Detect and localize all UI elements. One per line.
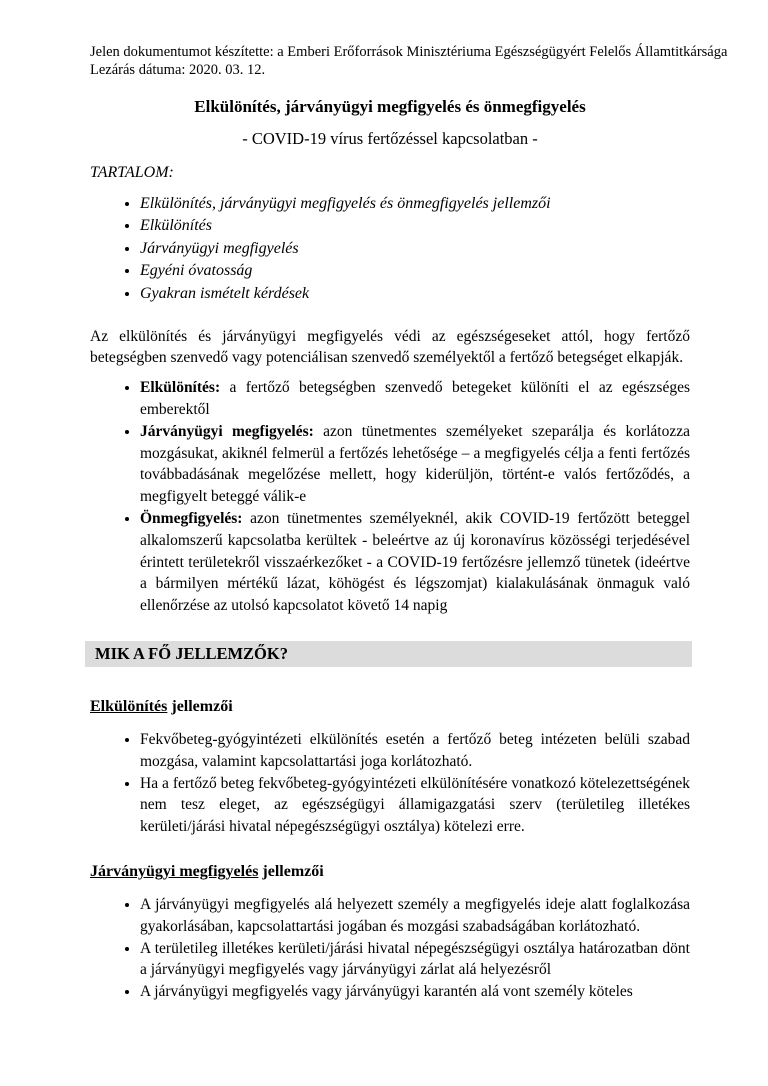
bullet-item: • Fekvőbeteg-gyógyintézeti elkülönítés esetén a fertőző beteg intézeten belüli szabad mozgása, valamint kapcsolattartási joga korlátozható. — [140, 729, 690, 773]
toc-item: • Elkülönítés — [140, 217, 690, 234]
subsection-heading-underlined: Járványügyi megfigyelés — [90, 862, 259, 880]
observation-bullet-list — [90, 894, 690, 1003]
definition-list — [90, 377, 690, 617]
toc-item: • Gyakran ismételt kérdések — [140, 285, 690, 302]
definition-item — [140, 421, 690, 508]
subsection-heading-underlined: Elkülönítés — [90, 697, 168, 715]
subsection-heading-observation — [90, 862, 690, 882]
toc-item: • Járványügyi megfigyelés — [140, 240, 690, 257]
subsection-heading-isolation — [90, 697, 690, 717]
isolation-bullet-list — [90, 729, 690, 838]
definition-text: azon tünetmentes személyeket szeparálja és korlátozza mozgásukat, akiknél felmerül a fertőzés lehetősége – a megfigyelés célja a fenti fertőzés továbbadásának megelőzése mellett, hogy kiderüljön, történt-e valós fertőződés, a megfigyelt beteggé válik-e — [140, 422, 691, 506]
definition-text: a fertőző betegségben szenvedő betegeket különíti el az egészséges emberektől — [140, 379, 691, 418]
toc-heading: TARTALOM: — [90, 164, 174, 181]
bullet-item: • A járványügyi megfigyelés vagy járványügyi karantén alá vont személy köteles — [140, 981, 690, 1003]
definition-term: Járványügyi megfigyelés: — [140, 422, 314, 440]
document-subtitle: - COVID-19 vírus fertőzéssel kapcsolatban - — [242, 129, 538, 148]
definition-term: Önmegfigyelés: — [140, 509, 243, 527]
bullet-item: • Ha a fertőző beteg fekvőbeteg-gyógyintézeti elkülönítésére vonatkozó kötelezettségének nem tesz eleget, az egészségügyi államigazgatási szerv (területileg illetékes kerületi/járási hivatal népegészségügyi osztálya) kötelezi erre. — [140, 773, 690, 838]
definition-item — [140, 508, 690, 617]
subsection-heading-rest: jellemzői — [171, 697, 233, 715]
toc-item: • Elkülönítés, járványügyi megfigyelés és önmegfigyelés jellemzői — [140, 195, 690, 212]
document-title: Elkülönítés, járványügyi megfigyelés és önmegfigyelés — [194, 97, 586, 116]
toc-list — [90, 195, 690, 302]
section-header-bar: MIK A FŐ JELLEMZŐK? — [85, 641, 692, 667]
intro-paragraph: Az elkülönítés és járványügyi megfigyelés védi az egészségeseket attól, hogy fertőző betegségben szenvedő vagy potenciálisan szenvedő személyektől a fertőző betegséget elkapják. — [90, 327, 690, 367]
bullet-item: • A területileg illetékes kerületi/járási hivatal népegészségügyi osztálya határozatban dönt a járványügyi megfigyelés vagy járványügyi zárlat alá helyezésről — [140, 938, 690, 982]
bullet-item: • A járványügyi megfigyelés alá helyezett személy a megfigyelés ideje alatt foglalkozása gyakorlásában, kapcsolattartási jogában és mozgási szabadságában korlátozható. — [140, 894, 690, 938]
prepared-by-line: Jelen dokumentumot készítette: a Emberi Erőforrások Minisztériuma Egészségügyért Felelős Államtitkársága — [90, 44, 728, 60]
document-header — [90, 44, 728, 79]
definition-term: Elkülönítés: — [140, 379, 221, 397]
subsection-heading-rest: jellemzői — [262, 862, 324, 880]
definition-text: azon tünetmentes személyeknél, akik COVID-19 fertőzött beteggel alkalomszerű kapcsolatba kerültek - beleértve az új koronavírus közösségi terjedésével érintett területekről visszaérkezőket - a COVID-19 fertőzésre jellemző tünetek (ideértve a bármilyen mértékű lázat, köhögést és légszomjat) kialakulásának önmaguk való ellenőrzése az utolsó kapcsolatot követő 14 napig — [140, 509, 691, 615]
definition-item — [140, 377, 690, 421]
toc-item: • Egyéni óvatosság — [140, 262, 690, 279]
closing-date-line: Lezárás dátuma: 2020. 03. 12. — [90, 61, 266, 78]
